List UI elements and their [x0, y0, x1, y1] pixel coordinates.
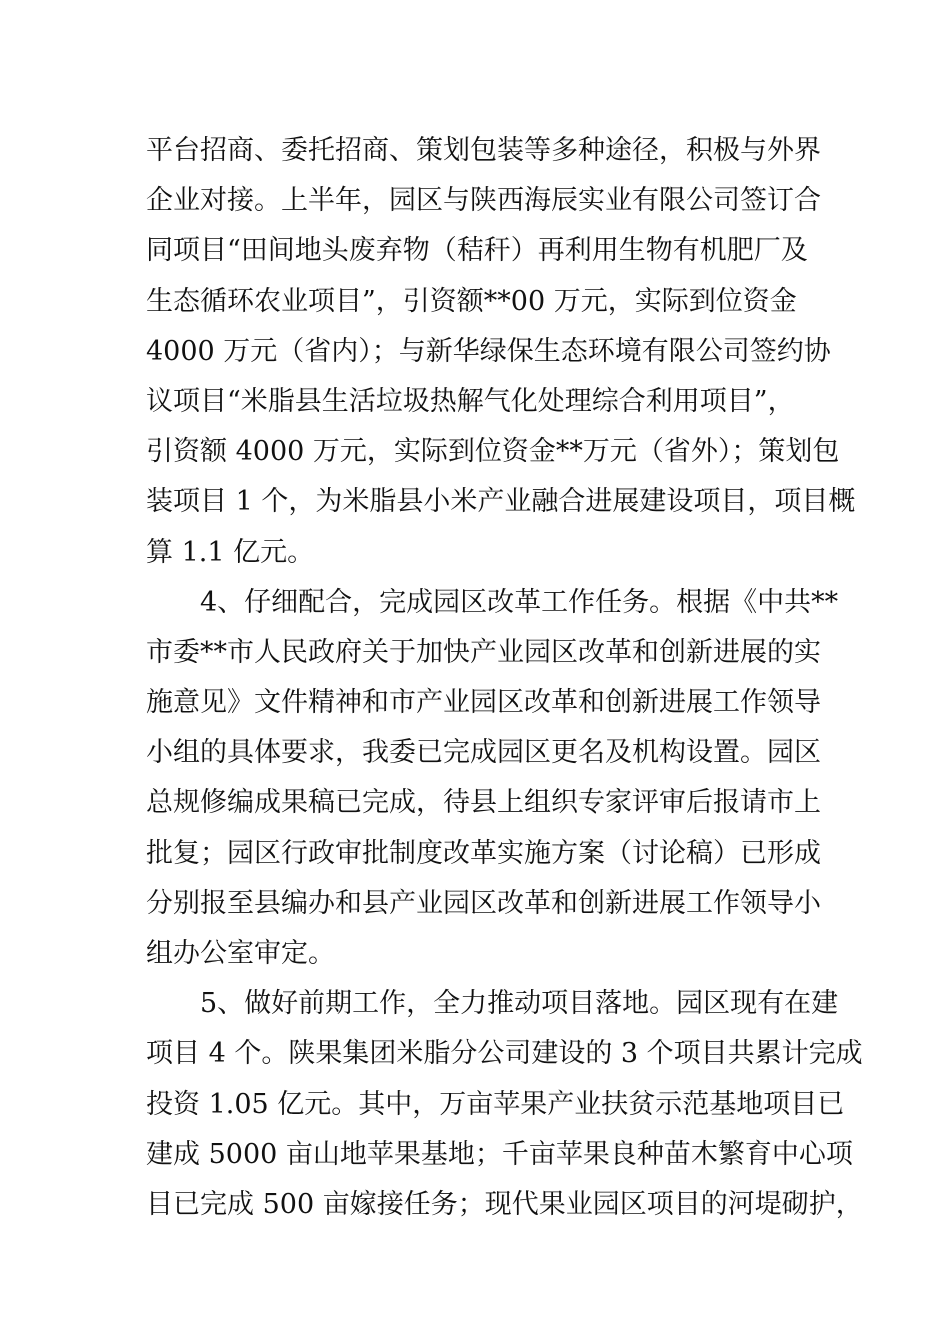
text-line: 同项目“田间地头废弃物（秸秆）再利用生物有机肥厂及 — [146, 235, 808, 267]
text-line: 企业对接。上半年，园区与陕西海辰实业有限公司签订合 — [146, 185, 821, 217]
text-line: 5、做好前期工作，全力推动项目落地。园区现有在建 — [200, 988, 839, 1020]
text-line: 建成 5000 亩山地苹果基地；千亩苹果良种苗木繁育中心项 — [146, 1138, 853, 1170]
text-line: 投资 1.05 亿元。其中，万亩苹果产业扶贫示范基地项目已 — [146, 1088, 845, 1120]
text-line: 算 1.1 亿元。 — [146, 536, 315, 568]
text-line: 平台招商、委托招商、策划包装等多种途径，积极与外界 — [146, 135, 821, 166]
text-line: 生态循环农业项目”，引资额**00 万元，实际到位资金 — [146, 285, 797, 317]
text-line: 引资额 4000 万元，实际到位资金**万元（省外）；策划包 — [146, 436, 840, 468]
text-line: 项目 4 个。陕果集团米脂分公司建设的 3 个项目共累计完成 — [146, 1038, 863, 1070]
text-line: 4000 万元（省内）；与新华绿保生态环境有限公司签约协 — [146, 335, 831, 367]
text-line: 4、仔细配合，完成园区改革工作任务。根据《中共** — [200, 586, 839, 618]
text-line: 装项目 1 个，为米脂县小米产业融合进展建设项目，项目概 — [146, 486, 856, 518]
text-line: 施意见》文件精神和市产业园区改革和创新进展工作领导 — [146, 687, 821, 719]
text-line: 组办公室审定。 — [146, 938, 335, 969]
text-line: 议项目“米脂县生活垃圾热解气化处理综合利用项目”， — [146, 385, 795, 417]
text-line: 小组的具体要求，我委已完成园区更名及机构设置。园区 — [146, 737, 821, 769]
text-line: 总规修编成果稿已完成，待县上组织专家评审后报请市上 — [146, 787, 821, 819]
document-body — [146, 126, 863, 1230]
text-line: 分别报至县编办和县产业园区改革和创新进展工作领导小 — [146, 887, 821, 919]
text-line: 市委**市人民政府关于加快产业园区改革和创新进展的实 — [146, 636, 821, 668]
text-line: 批复；园区行政审批制度改革实施方案（讨论稿）已形成 — [146, 837, 821, 869]
text-line: 目已完成 500 亩嫁接任务；现代果业园区项目的河堤砌护， — [146, 1188, 863, 1220]
